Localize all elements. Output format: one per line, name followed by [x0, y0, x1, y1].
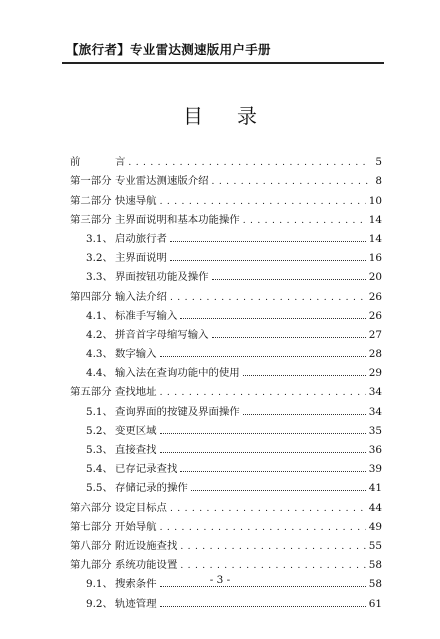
toc-entry-label: 输入法在查询功能中的使用 [115, 367, 240, 380]
toc-entry-label: 数字输入 [115, 348, 157, 361]
toc-entry [70, 245, 382, 264]
toc-entry-page: 14 [368, 213, 382, 226]
toc-entry-number: 第二部分 [70, 194, 112, 207]
toc-entry-number: 5.5、 [86, 482, 113, 495]
page-number: - 3 - [209, 574, 231, 586]
toc-entry-page: 5 [375, 156, 382, 169]
toc-entry-number: 4.4、 [86, 367, 113, 380]
toc-entry-label: 主界面说明 [115, 252, 167, 265]
toc-entry-label: 拼音首字母缩写输入 [115, 328, 209, 341]
header-rule [62, 62, 384, 64]
toc-entry-label: 启动旅行者 [115, 232, 167, 245]
toc-entry-page: 27 [368, 328, 382, 341]
toc-entry-page: 16 [368, 252, 382, 265]
toc-entry-number: 5.2、 [86, 424, 113, 437]
toc-entry [70, 514, 382, 533]
toc-entry [70, 360, 382, 379]
toc-entry-label: 标准手写输入 [115, 309, 178, 322]
dot-leader [160, 521, 366, 533]
toc-entry-number: 第八部分 [70, 539, 112, 552]
dot-leader [170, 502, 366, 514]
toc-entry-label: 查询界面的按键及界面操作 [115, 405, 240, 418]
dot-leader [160, 386, 366, 398]
toc-entry-label: 开始导航 [115, 520, 157, 533]
toc-entry-label: 变更区域 [115, 424, 157, 437]
toc-entry [70, 149, 382, 168]
toc-entry-page: 14 [368, 232, 382, 245]
toc-entry-number: 第七部分 [70, 520, 112, 533]
dot-leader [170, 252, 366, 264]
toc-entry [70, 187, 382, 206]
dot-leader [160, 598, 366, 610]
toc-entry-page: 39 [368, 463, 382, 476]
toc-entry [70, 303, 382, 322]
toc-entry [70, 418, 382, 437]
toc-entry-label: 快速导航 [115, 194, 157, 207]
dot-leader [243, 367, 366, 379]
toc-entry-label: 主界面说明和基本功能操作 [115, 213, 240, 226]
page-title: 目录 [183, 104, 291, 128]
toc-entry-label: 直接查找 [115, 444, 157, 456]
toc-entry [70, 533, 382, 552]
toc-entry [70, 456, 382, 475]
toc-entry-number: 第三部分 [70, 213, 112, 226]
toc-entry-number: 9.1、 [86, 578, 113, 591]
toc-entry-page: 34 [368, 386, 382, 399]
toc-entry-number: 4.2、 [86, 328, 113, 341]
toc-entry-label: 附近设施查找 [115, 539, 178, 552]
dot-leader [191, 482, 366, 494]
toc-entry-number: 第一部分 [70, 175, 112, 188]
toc-entry-label: 设定目标点 [115, 501, 167, 514]
toc-entry-page: 61 [368, 597, 382, 610]
toc-entry [70, 590, 382, 609]
toc-entry-number: 3.1、 [86, 232, 113, 245]
document-header: 【旅行者】专业雷达测速版用户手册 [66, 42, 271, 57]
table-of-contents [70, 149, 382, 610]
toc-entry-number: 5.3、 [86, 444, 113, 456]
toc-entry-page: 26 [368, 290, 382, 303]
dot-leader [170, 291, 366, 303]
toc-entry [70, 322, 382, 341]
toc-entry-number: 4.1、 [86, 309, 113, 322]
toc-entry-label: 系统功能设置 [115, 559, 178, 572]
toc-entry-label: 言 [115, 156, 126, 169]
toc-entry [70, 226, 382, 245]
dot-leader [243, 406, 366, 418]
toc-entry-number: 3.3、 [86, 271, 113, 284]
toc-entry-number: 第五部分 [70, 386, 112, 399]
toc-entry-page: 41 [368, 482, 382, 495]
dot-leader [180, 559, 365, 571]
toc-entry [70, 552, 382, 571]
toc-entry-label: 搜索条件 [115, 578, 157, 591]
toc-entry-label: 查找地址 [115, 386, 157, 399]
toc-entry-label: 输入法介绍 [115, 290, 167, 303]
toc-entry-page: 28 [368, 348, 382, 361]
dot-leader [180, 310, 365, 322]
dot-leader [160, 425, 366, 437]
dot-leader [212, 175, 369, 187]
dot-leader [160, 195, 366, 207]
dot-leader [180, 540, 365, 552]
toc-entry-label: 界面按钮功能及操作 [115, 271, 209, 284]
dot-leader [212, 329, 366, 341]
toc-entry-page: 58 [368, 559, 382, 572]
toc-entry-label: 已存记录查找 [115, 463, 178, 476]
toc-entry [70, 475, 382, 494]
dot-leader [212, 271, 366, 283]
toc-entry-page: 55 [368, 539, 382, 552]
toc-entry-number: 第四部分 [70, 290, 112, 303]
toc-entry-label: 轨迹管理 [115, 597, 157, 610]
toc-entry-page: 35 [368, 424, 382, 437]
dot-leader [160, 444, 366, 456]
toc-entry-label: 专业雷达测速版介绍 [115, 175, 209, 188]
toc-entry-page: 20 [368, 271, 382, 284]
toc-entry [70, 398, 382, 417]
toc-entry-page: 44 [368, 501, 382, 514]
toc-entry [70, 168, 382, 187]
dot-leader [180, 463, 365, 475]
toc-entry [70, 283, 382, 302]
toc-entry [70, 379, 382, 398]
toc-entry-number: 5.4、 [86, 463, 113, 476]
toc-entry [70, 494, 382, 513]
toc-entry-page: 10 [368, 194, 382, 207]
toc-entry [70, 437, 382, 456]
toc-entry-number: 第九部分 [70, 559, 112, 572]
toc-entry [70, 264, 382, 283]
toc-entry-number: 3.2、 [86, 252, 113, 265]
toc-entry-page: 34 [368, 405, 382, 418]
toc-entry-page: 8 [375, 175, 382, 188]
toc-entry-number: 9.2、 [86, 597, 113, 610]
toc-entry-page: 49 [368, 520, 382, 533]
dot-leader [243, 214, 366, 226]
toc-entry-number: 5.1、 [86, 405, 113, 418]
toc-entry [70, 207, 382, 226]
toc-entry [70, 341, 382, 360]
toc-entry-number: 4.3、 [86, 348, 113, 361]
toc-entry-page: 36 [368, 444, 382, 456]
toc-entry-label: 存储记录的操作 [115, 482, 188, 495]
dot-leader [128, 156, 369, 168]
toc-entry-number: 前 [70, 156, 81, 169]
toc-entry-page: 29 [368, 367, 382, 380]
dot-leader [170, 233, 366, 245]
toc-entry-page: 58 [368, 578, 382, 591]
toc-entry-page: 26 [368, 309, 382, 322]
toc-entry-number: 第六部分 [70, 501, 112, 514]
dot-leader [160, 348, 366, 360]
